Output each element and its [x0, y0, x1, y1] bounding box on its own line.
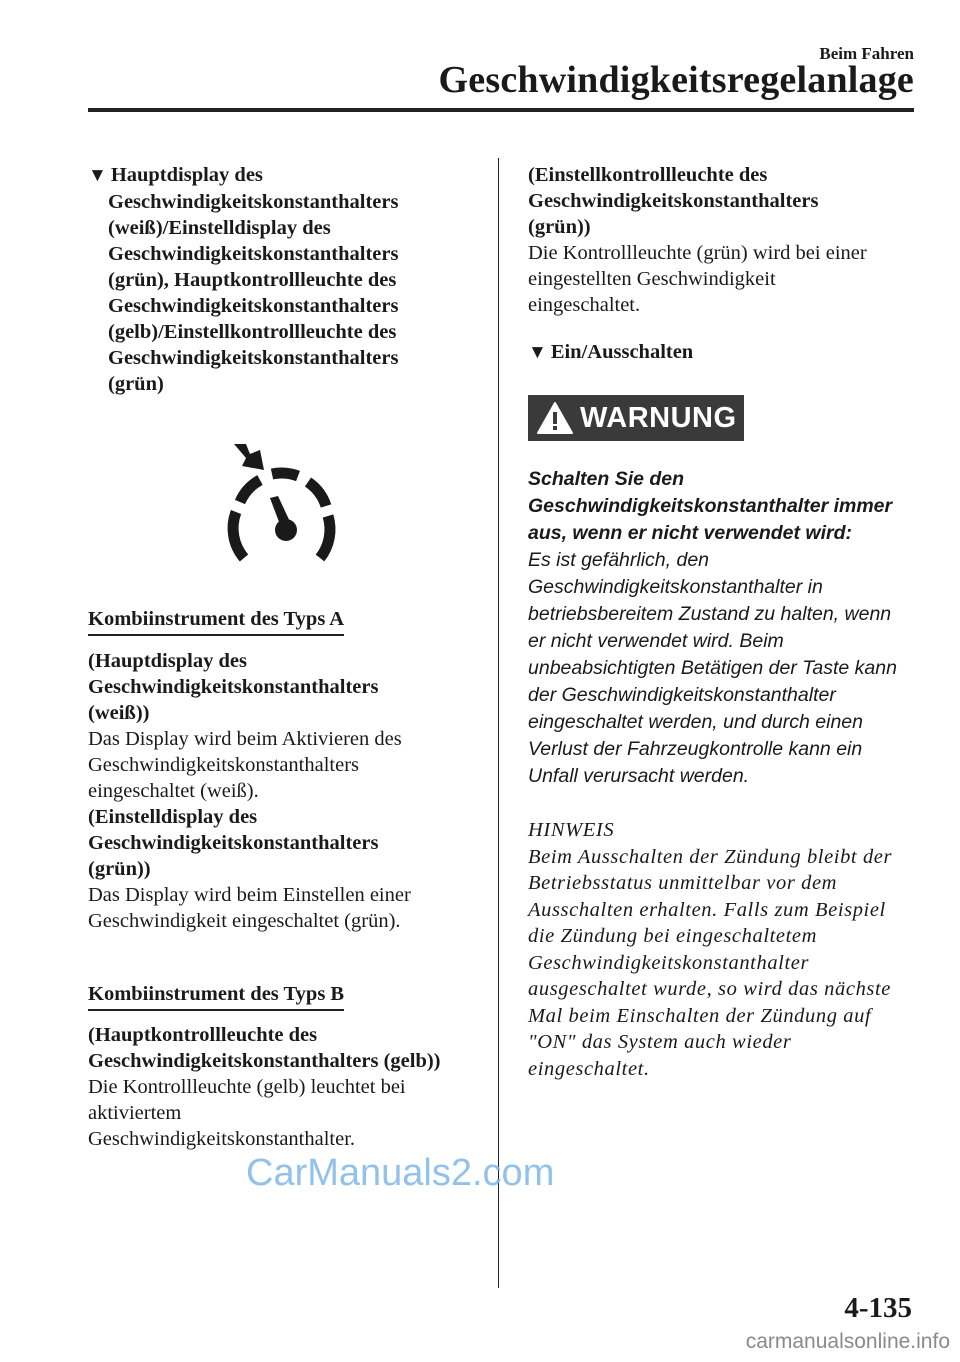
triangle-marker-icon: ▼ — [88, 165, 107, 186]
type-b-heading: Kombiinstrument des Typs B — [88, 983, 344, 1011]
cruise-control-speedometer-icon — [220, 440, 340, 570]
warning-label: WARNUNG — [580, 401, 737, 434]
left-main-heading: ▼ Hauptdisplay des Geschwindigkeitskonstanthalters (weiß)/Einstelldisplay des Geschwindigkeitskonstanthalters (grün), Hauptkontrollleuchte des Geschwindigkeitskonstanthalters (gelb)/Einstellkontrollleuchte des Geschwindigkeitskonstanthalters (grün) — [88, 164, 399, 395]
header-rule — [88, 108, 914, 112]
note-title: HINWEIS — [528, 819, 615, 841]
type-a-heading: Kombiinstrument des Typs A — [88, 608, 344, 636]
warning-triangle-icon — [536, 401, 574, 435]
set-indicator-content: (Einstellkontrollleuchte des Geschwindigkeitskonstanthalters (grün)) Die Kontrollleuchte (grün) wird bei einer eingestellten Geschwindigkeit eingeschaltet. — [528, 164, 867, 316]
type-a-heading-wrap — [88, 608, 344, 636]
page-title: Geschwindigkeitsregelanlage — [438, 59, 914, 101]
watermark: CarManuals2.com — [246, 1152, 555, 1194]
type-b-content: (Hauptkontrollleuchte des Geschwindigkeitskonstanthalters (gelb)) Die Kontrollleuchte (gelb) leuchtet bei aktiviertem Geschwindigkeitskonstanthalter. — [88, 1024, 441, 1150]
type-b-heading-wrap — [88, 983, 344, 1011]
warning-text: Schalten Sie den Geschwindigkeitskonstanthalter immer aus, wenn er nicht verwendet wird: Es ist gefährlich, den Geschwindigkeitskonstanthalter in betriebsbereitem Zustand zu halten, wenn er nicht verwendet wird. Beim unbeabsichtigten Betätigen der Taste kann der Geschwindigkeitskonstanthalter eingeschaltet werden, und durch einen Verlust der Fahrzeugkontrolle kann ein Unfall verursacht werden. — [528, 468, 897, 787]
section-label: Beim Fahren — [819, 44, 914, 63]
page-number: 4-135 — [844, 1292, 912, 1324]
onoff-heading: ▼ Ein/Ausschalten — [528, 341, 694, 363]
type-a-content: (Hauptdisplay des Geschwindigkeitskonstanthalters (weiß)) Das Display wird beim Aktivieren des Geschwindigkeitskonstanthalters eingeschaltet (weiß). (Einstelldisplay des Geschwindigkeitskonstanthalters (grün)) Das Display wird beim Einstellen einer Geschwindigkeit eingeschaltet (grün). — [88, 650, 411, 932]
triangle-marker-icon: ▼ — [528, 342, 547, 363]
column-divider — [498, 158, 499, 1288]
footer-url: carmanualsonline.info — [745, 1330, 950, 1353]
note-block: HINWEIS Beim Ausschalten der Zündung bleibt der Betriebsstatus unmittelbar vor dem Ausschalten erhalten. Falls zum Beispiel die Zündung bei eingeschaltetem Geschwindigkeitskonstanthalter ausgeschaltet wurde, so wird das nächste Mal beim Einschalten der Zündung auf "ON" das System auch wieder eingeschaltet. — [528, 817, 938, 1082]
warning-banner — [528, 395, 744, 441]
